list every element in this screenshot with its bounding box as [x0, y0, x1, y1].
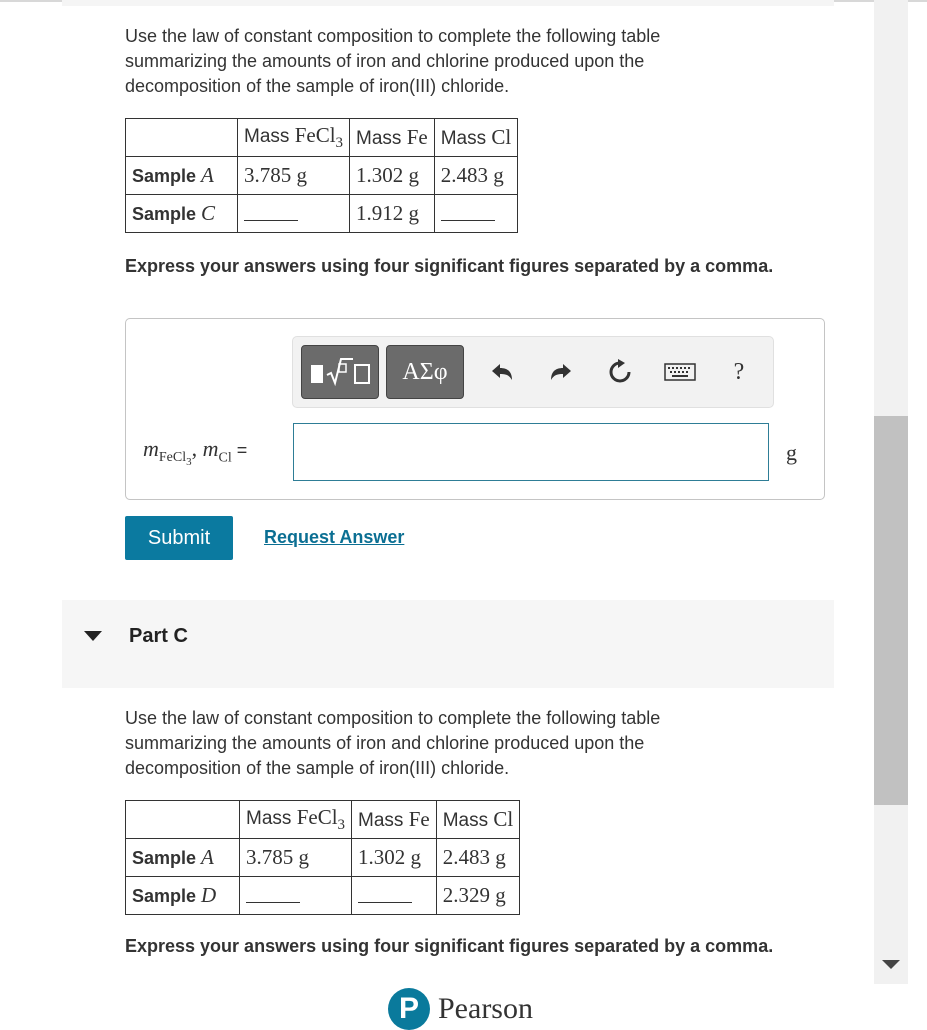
table-row: [126, 157, 518, 195]
cell-d-fecl3-blank: [240, 877, 352, 915]
partb-instruction: Express your answers using four significant figures separated by a comma.: [125, 256, 774, 276]
top-panel-edge: [62, 0, 834, 6]
row-label-sample-d: Sample D: [126, 877, 240, 915]
submit-button[interactable]: Submit: [125, 516, 233, 560]
header-mass-fecl3: Mass FeCl$_3$: [238, 119, 350, 157]
equation-label: $m_{FeCl_3}$, $m_{Cl}$ =: [143, 436, 248, 469]
row-label-sample-c: Sample C: [126, 195, 238, 233]
partb-table: [125, 118, 518, 233]
pearson-wordmark: Pearson: [438, 992, 533, 1025]
keyboard-icon[interactable]: [663, 357, 697, 387]
table-header-row: [126, 119, 518, 157]
table-row: [126, 877, 520, 915]
cell-a-cl: 2.483 g: [434, 157, 518, 195]
help-button[interactable]: ?: [733, 358, 745, 385]
header-mass-cl: Mass Cl: [434, 119, 518, 157]
unit-label: g: [786, 440, 797, 465]
cell-d-cl: 2.329 g: [436, 877, 520, 915]
templates-button[interactable]: [301, 345, 379, 399]
partb-intro: Use the law of constant composition to complete the following table summarizing the amounts of iron and chlorine produced upon the decomposition of the sample of iron(III) chloride.: [125, 26, 661, 96]
table-row: [126, 839, 520, 877]
scroll-down-arrow-icon[interactable]: [882, 960, 900, 969]
request-answer-link[interactable]: Request Answer: [264, 527, 405, 547]
cell-c-cl-blank: [434, 195, 518, 233]
table-row: [126, 195, 518, 233]
scrollbar-thumb[interactable]: [874, 416, 908, 805]
header-mass-cl: Mass Cl: [436, 801, 520, 839]
row-label-sample-a: Sample A: [126, 839, 240, 877]
partc-instruction: Express your answers using four significant figures separated by a comma.: [125, 936, 774, 956]
partc-intro: Use the law of constant composition to complete the following table summarizing the amounts of iron and chlorine produced upon the decomposition of the sample of iron(III) chloride.: [125, 708, 661, 778]
table-header-row: [126, 801, 520, 839]
cell-a-fe: 1.302 g: [350, 157, 435, 195]
part-c-title[interactable]: Part C: [129, 625, 188, 647]
cell-c-fe: 1.912 g: [350, 195, 435, 233]
cell-a-cl: 2.483 g: [436, 839, 520, 877]
header-mass-fe: Mass Fe: [352, 801, 437, 839]
cell-a-fecl3: 3.785 g: [240, 839, 352, 877]
caret-down-icon[interactable]: [84, 631, 102, 641]
cell-d-fe-blank: [352, 877, 437, 915]
pearson-p-icon: P: [388, 988, 430, 1030]
greek-symbols-button[interactable]: ΑΣφ: [386, 345, 464, 399]
cell-a-fecl3: 3.785 g: [238, 157, 350, 195]
reset-icon[interactable]: [605, 357, 635, 387]
templates-icon: [307, 355, 373, 389]
row-label-sample-a: Sample A: [126, 157, 238, 195]
header-mass-fe: Mass Fe: [350, 119, 435, 157]
partc-table: [125, 800, 520, 915]
math-toolbar: [292, 336, 774, 408]
undo-icon[interactable]: [487, 357, 517, 387]
redo-icon[interactable]: [546, 357, 576, 387]
cell-a-fe: 1.302 g: [352, 839, 437, 877]
answer-input[interactable]: [293, 423, 769, 481]
header-mass-fecl3: Mass FeCl$_3$: [240, 801, 352, 839]
cell-c-fecl3-blank: [238, 195, 350, 233]
